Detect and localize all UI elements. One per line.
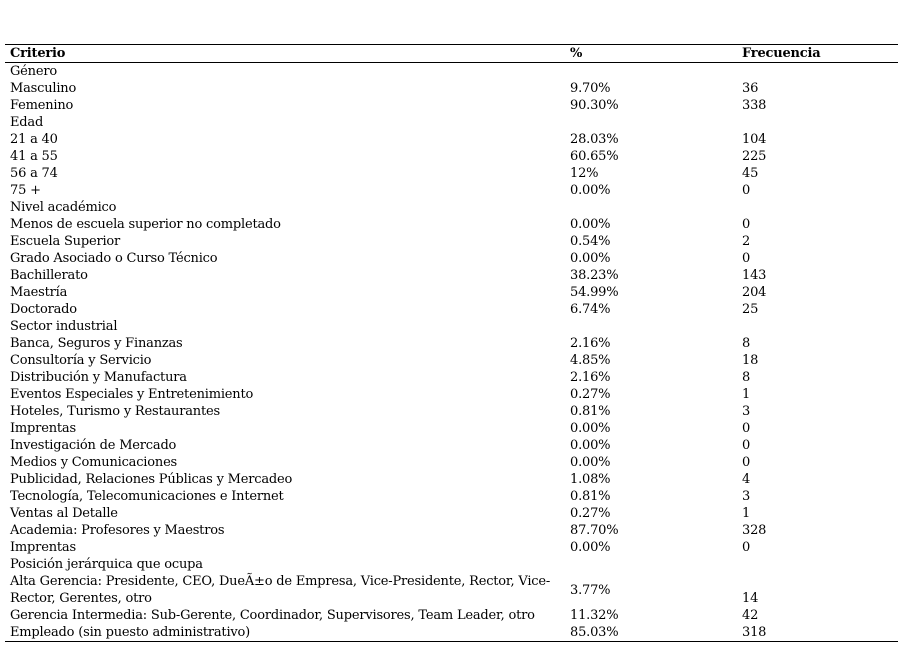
table-row: [5, 80, 898, 97]
header-percent: %: [565, 45, 737, 63]
percent-value: 9.70%: [570, 81, 611, 96]
frequency-value: 328: [742, 523, 767, 538]
percent-value: 0.00%: [570, 540, 611, 555]
percent-value: 87.70%: [570, 523, 619, 538]
table-row: [5, 539, 898, 556]
frequency-value: 4: [742, 472, 751, 487]
criterion-label: Doctorado: [10, 302, 77, 317]
criterion-label: 21 a 40: [10, 132, 58, 147]
criterion-label: Maestría: [10, 285, 68, 300]
frequency-value: 0: [742, 455, 751, 470]
percent-value: 0.00%: [570, 251, 611, 266]
table-row: [5, 624, 898, 642]
section-row: [5, 318, 898, 335]
criterion-label: Imprentas: [10, 421, 76, 436]
table-row: [5, 403, 898, 420]
percent-value: 2.16%: [570, 336, 611, 351]
percent-value: 2.16%: [570, 370, 611, 385]
frequency-value: 338: [742, 98, 767, 113]
table-row: [5, 233, 898, 250]
frequency-value: 204: [742, 285, 767, 300]
criterion-label: Grado Asociado o Curso Técnico: [10, 251, 218, 266]
table-row: [5, 488, 898, 505]
criterion-label: Bachillerato: [10, 268, 88, 283]
percent-value: 0.81%: [570, 489, 611, 504]
percent-value: 4.85%: [570, 353, 611, 368]
table-row: [5, 352, 898, 369]
table-row: [5, 182, 898, 199]
section-label: Nivel académico: [10, 200, 117, 215]
table-row: [5, 301, 898, 318]
table-row: [5, 471, 898, 488]
table-row: [5, 216, 898, 233]
criterion-label: Masculino: [10, 81, 77, 96]
table-row: [5, 131, 898, 148]
frequency-value: 25: [742, 302, 759, 317]
table-row: [5, 267, 898, 284]
table-body: [5, 63, 898, 642]
table-row: [5, 335, 898, 352]
header-frecuencia: Frecuencia: [737, 45, 898, 63]
percent-value: 11.32%: [570, 608, 619, 623]
criterion-label: Imprentas: [10, 540, 76, 555]
percent-value: 0.00%: [570, 438, 611, 453]
percent-value: 0.81%: [570, 404, 611, 419]
table-row: [5, 284, 898, 301]
frequency-value: 104: [742, 132, 767, 147]
criterion-label: Femenino: [10, 98, 74, 113]
percent-value: 0.27%: [570, 387, 611, 402]
percent-value: 0.27%: [570, 506, 611, 521]
table-header: [5, 45, 898, 63]
frequency-value: 42: [742, 608, 759, 623]
percent-value: 38.23%: [570, 268, 619, 283]
table-row: [5, 420, 898, 437]
frequency-value: 0: [742, 438, 751, 453]
percent-value: 6.74%: [570, 302, 611, 317]
frequency-value: 318: [737, 624, 898, 642]
table-row: [5, 607, 898, 624]
section-label: Sector industrial: [10, 319, 118, 334]
percent-value: 0.54%: [570, 234, 611, 249]
criterion-label: Consultoría y Servicio: [10, 353, 152, 368]
table-row: [5, 505, 898, 522]
header-criterio: Criterio: [5, 45, 565, 63]
frequency-value: 14: [742, 591, 759, 606]
table-row: [5, 573, 898, 607]
frequency-value: 45: [742, 166, 759, 181]
percent-value: 90.30%: [570, 98, 619, 113]
percent-value: 0.00%: [570, 421, 611, 436]
criterion-label: Ventas al Detalle: [10, 506, 118, 521]
section-row: [5, 199, 898, 216]
criterion-label: Gerencia Intermedia: Sub-Gerente, Coordinador, Supervisores, Team Leader, otro: [10, 608, 535, 623]
section-row: [5, 114, 898, 131]
frequency-value: 36: [742, 81, 759, 96]
table-row: [5, 165, 898, 182]
criterion-label: Alta Gerencia: Presidente, CEO, DueÃ±o de Empresa, Vice-Presidente, Rector, Vice-Rector, Gerentes, otro: [10, 574, 551, 606]
criterion-label: Investigación de Mercado: [10, 438, 177, 453]
criterion-label: 56 a 74: [10, 166, 58, 181]
criterion-label: Tecnología, Telecomunicaciones e Internet: [10, 489, 284, 504]
frequency-value: 0: [742, 183, 751, 198]
percent-value: 3.77%: [570, 582, 611, 598]
criterion-label: Medios y Comunicaciones: [10, 455, 178, 470]
frequency-value: 0: [742, 251, 751, 266]
table-row: [5, 250, 898, 267]
frequency-value: 143: [742, 268, 767, 283]
section-row: [5, 556, 898, 573]
frequency-value: 3: [742, 404, 751, 419]
section-row: [5, 63, 898, 81]
frequency-value: 0: [742, 217, 751, 232]
percent-value: 54.99%: [570, 285, 619, 300]
percent-value: 85.03%: [565, 624, 737, 642]
table-row: [5, 97, 898, 114]
frequency-value: 0: [742, 421, 751, 436]
section-label: Posición jerárquica que ocupa: [10, 557, 203, 572]
table-row: [5, 522, 898, 539]
criterion-label: Eventos Especiales y Entretenimiento: [10, 387, 254, 402]
frequency-value: 1: [742, 506, 751, 521]
frequency-value: 2: [742, 234, 751, 249]
section-label: Género: [10, 64, 57, 79]
criterion-label: 75 +: [10, 183, 41, 198]
percent-value: 60.65%: [570, 149, 619, 164]
frequency-value: 1: [742, 387, 751, 402]
percent-value: 0.00%: [570, 455, 611, 470]
percent-value: 0.00%: [570, 183, 611, 198]
frequency-value: 18: [742, 353, 759, 368]
frequency-value: 8: [742, 336, 751, 351]
percent-value: 1.08%: [570, 472, 611, 487]
criterion-label: Distribución y Manufactura: [10, 370, 187, 385]
criterion-label: 41 a 55: [10, 149, 58, 164]
percent-value: 28.03%: [570, 132, 619, 147]
frequency-value: 8: [742, 370, 751, 385]
criterion-label: Hoteles, Turismo y Restaurantes: [10, 404, 220, 419]
table-row: [5, 369, 898, 386]
table-row: [5, 454, 898, 471]
criterion-label: Empleado (sin puesto administrativo): [5, 624, 565, 642]
frequency-value: 0: [742, 540, 751, 555]
percent-value: 12%: [570, 166, 599, 181]
data-table: [5, 44, 898, 642]
criterion-label: Menos de escuela superior no completado: [10, 217, 281, 232]
frequency-value: 3: [742, 489, 751, 504]
criterion-label: Academia: Profesores y Maestros: [10, 523, 225, 538]
criterion-label: Banca, Seguros y Finanzas: [10, 336, 183, 351]
criterion-label: Publicidad, Relaciones Públicas y Mercadeo: [10, 472, 293, 487]
table-row: [5, 437, 898, 454]
table-row: [5, 148, 898, 165]
criterion-label: Escuela Superior: [10, 234, 121, 249]
frequency-value: 225: [742, 149, 767, 164]
section-label: Edad: [10, 115, 44, 130]
percent-value: 0.00%: [570, 217, 611, 232]
table-row: [5, 386, 898, 403]
